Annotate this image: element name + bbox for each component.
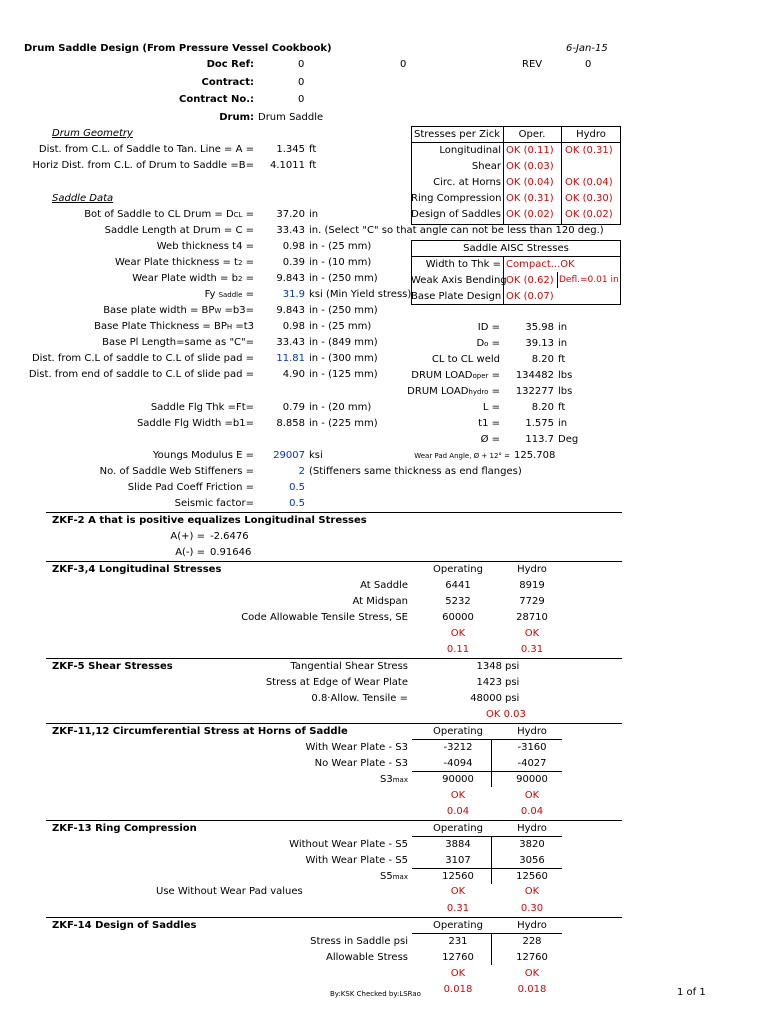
- zkf14-ratio-hydro: 0.018: [517, 984, 547, 995]
- zkf34-row-hydro: 7729: [519, 596, 545, 607]
- page-number: 1 of 1: [677, 987, 706, 998]
- saddle-data-heading: Saddle Data: [52, 193, 114, 204]
- saddle-row-unit: in - (125 mm): [309, 369, 378, 380]
- zkf1112-col-hydro: Hydro: [517, 726, 547, 737]
- zkf34-row-hydro: 8919: [519, 580, 545, 591]
- id-label: ID =: [477, 322, 500, 333]
- doc-ref-value-2: 0: [400, 59, 407, 70]
- saddle-row-label: Base Pl Length=same as "C"=: [102, 337, 254, 348]
- zkf5-row-unit: psi: [505, 677, 520, 688]
- zkf1112-ok-hydro: OK: [524, 790, 540, 801]
- a-plus-value: -2.6476: [210, 531, 249, 542]
- misc-row-label: Youngs Modulus E =: [152, 450, 254, 461]
- dim-b-label: Horiz Dist. from C.L. of Drum to Saddle =B=: [32, 160, 254, 171]
- zkf13-row-hydro: 3820: [519, 839, 545, 850]
- zick-row-label: Longitudinal: [439, 145, 501, 156]
- saddle-row-unit: ksi (Min Yield stress): [309, 289, 412, 300]
- contract-value: 0: [298, 77, 305, 88]
- misc-row-value: 29007: [273, 450, 305, 461]
- l-label: L =: [482, 402, 500, 413]
- s5max-label: S5max: [380, 871, 408, 882]
- zkf5-row-label: Stress at Edge of Wear Plate: [265, 677, 408, 688]
- saddle-row-value: 4.90: [282, 369, 305, 380]
- zkf14-row-oper: 12760: [442, 952, 474, 963]
- t1-label: t1 =: [478, 418, 500, 429]
- t1-unit: in: [558, 418, 568, 429]
- zkf34-heading: ZKF-3,4 Longitudinal Stresses: [52, 564, 222, 575]
- a-minus-value: 0.91646: [210, 547, 252, 558]
- saddle-row-unit: in - (849 mm): [309, 337, 378, 348]
- saddle-row-value: 0.39: [282, 257, 305, 268]
- misc-row-value: 0.5: [289, 498, 305, 509]
- flange-row-unit: in - (20 mm): [309, 402, 372, 413]
- flange-row-label: Saddle Flg Width =b1=: [136, 418, 254, 429]
- zkf14-row-label: Stress in Saddle psi: [310, 936, 408, 947]
- saddle-row-value: 33.43: [276, 337, 305, 348]
- misc-row-unit: (Stiffeners same thickness as end flanges): [309, 466, 522, 477]
- dim-a-unit: ft: [309, 144, 317, 155]
- zkf34-row-oper: 60000: [442, 612, 474, 623]
- zkf1112-row-hydro: -4027: [517, 758, 547, 769]
- dim-a-label: Dist. from C.L. of Saddle to Tan. Line = A =: [38, 144, 254, 155]
- aisc-row-value: Compact...OK: [506, 259, 575, 270]
- zkf34-row-label: Code Allowable Tensile Stress, SE: [241, 612, 408, 623]
- zkf1112-heading: ZKF-11,12 Circumferential Stress at Horns of Saddle: [52, 726, 348, 737]
- zkf14-row-label: Allowable Stress: [325, 952, 408, 963]
- wear-pad-angle-label: Wear Pad Angle, Ø + 12° =: [414, 452, 510, 460]
- saddle-row-label: Web thickness t4 =: [156, 241, 254, 252]
- do-value: 39.13: [525, 338, 554, 349]
- id-unit: in: [558, 322, 568, 333]
- aisc-row-label: Weak Axis Bending: [411, 275, 507, 286]
- zkf14-ratio-oper: 0.018: [443, 984, 473, 995]
- doc-date: 6-Jan-15: [566, 43, 608, 54]
- s3max-oper: 90000: [442, 774, 474, 785]
- saddle-row-unit: in - (10 mm): [309, 257, 372, 268]
- s3max-hydro: 90000: [516, 774, 548, 785]
- dim-b-value: 4.1011: [270, 160, 305, 171]
- zkf34-row-label: At Midspan: [352, 596, 408, 607]
- phi-label: Ø =: [480, 434, 500, 445]
- saddle-row-value: 0.98: [282, 321, 305, 332]
- zkf1112-ratio-hydro: 0.04: [520, 806, 544, 817]
- aisc-row-label: Base Plate Design: [411, 291, 502, 302]
- drum-load-oper-label: DRUM LOADoper =: [411, 370, 500, 381]
- zkf13-row-label: Without Wear Plate - S5: [289, 839, 408, 850]
- t1-value: 1.575: [525, 418, 554, 429]
- zkf14-row-oper: 231: [448, 936, 468, 947]
- zkf13-col-hydro: Hydro: [517, 823, 547, 834]
- misc-row-unit: ksi: [309, 450, 323, 461]
- s5max-oper: 12560: [442, 871, 474, 882]
- zkf13-ok-oper: OK: [450, 886, 466, 897]
- drum-load-oper-value: 134482: [515, 370, 554, 381]
- saddle-row-value: 9.843: [276, 273, 305, 284]
- cl-weld-label: CL to CL weld: [431, 354, 500, 365]
- aisc-title: Saddle AISC Stresses: [463, 243, 569, 254]
- drum-label: Drum:: [219, 112, 254, 123]
- aisc-row-value-2: Defl.=0.01 in: [559, 275, 619, 285]
- wear-pad-angle-value: 125.708: [514, 450, 556, 461]
- aisc-row-label: Width to Thk =: [425, 259, 501, 270]
- zkf1112-row-label: With Wear Plate - S3: [305, 742, 408, 753]
- zick-header-hydro: Hydro: [576, 129, 606, 140]
- doc-ref-label: Doc Ref:: [206, 59, 254, 70]
- zkf5-row-value: 48000: [470, 693, 502, 704]
- zkf1112-row-hydro: -3160: [517, 742, 547, 753]
- misc-row-label: Seismic factor=: [174, 498, 254, 509]
- zkf1112-row-label: No Wear Plate - S3: [314, 758, 408, 769]
- zkf1112-row-oper: -3212: [443, 742, 473, 753]
- zkf14-row-hydro: 228: [522, 936, 542, 947]
- drum-load-hydro-value: 132277: [515, 386, 554, 397]
- saddle-row-label: Base plate width = BPW =b3=: [103, 305, 254, 316]
- a-minus-label: A(-) =: [175, 547, 205, 558]
- footer-signoff: By:KSK Checked by:LSRao: [330, 990, 421, 998]
- flange-row-label: Saddle Flg Thk =Ft=: [150, 402, 254, 413]
- misc-row-label: Slide Pad Coeff Friction =: [127, 482, 254, 493]
- saddle-row-unit: in - (25 mm): [309, 241, 372, 252]
- zick-row-hydro: OK (0.04): [565, 177, 613, 188]
- saddle-row-value: 0.98: [282, 241, 305, 252]
- zkf14-heading: ZKF-14 Design of Saddles: [52, 920, 197, 931]
- contract-no-label: Contract No.:: [178, 94, 254, 105]
- zick-row-oper: OK (0.11): [506, 145, 554, 156]
- zick-row-oper: OK (0.04): [506, 177, 554, 188]
- zkf34-ok-oper: OK: [450, 628, 466, 639]
- do-label: Do =: [476, 338, 500, 349]
- zkf14-col-hydro: Hydro: [517, 920, 547, 931]
- l-unit: ft: [558, 402, 566, 413]
- saddle-row-label: Saddle Length at Drum = C =: [104, 225, 254, 236]
- zkf13-col-oper: Operating: [433, 823, 483, 834]
- zkf13-row-label: With Wear Plate - S5: [305, 855, 408, 866]
- saddle-row-value: 37.20: [276, 209, 305, 220]
- zkf13-ok-hydro: OK: [524, 886, 540, 897]
- page-title: Drum Saddle Design (From Pressure Vessel Cookbook): [24, 43, 332, 54]
- saddle-row-unit: in - (300 mm): [309, 353, 378, 364]
- misc-row-label: No. of Saddle Web Stiffeners =: [99, 466, 254, 477]
- zkf34-col-hydro: Hydro: [517, 564, 547, 575]
- saddle-row-label: Dist. from C.L of saddle to C.L of slide pad =: [31, 353, 254, 364]
- saddle-row-unit: in. (Select "C" so that angle can not be less than 120 deg.): [309, 225, 604, 236]
- zkf34-ratio-hydro: 0.31: [520, 644, 544, 655]
- cl-weld-value: 8.20: [531, 354, 554, 365]
- doc-ref-value: 0: [298, 59, 305, 70]
- cl-weld-unit: ft: [558, 354, 566, 365]
- zkf5-row-label: 0.8·Allow. Tensile =: [311, 693, 408, 704]
- zick-row-oper: OK (0.03): [506, 161, 554, 172]
- s5max-hydro: 12560: [516, 871, 548, 882]
- saddle-row-unit: in - (250 mm): [309, 273, 378, 284]
- drum-geometry-heading: Drum Geometry: [52, 128, 133, 139]
- zkf34-col-oper: Operating: [433, 564, 483, 575]
- saddle-row-unit: in - (250 mm): [309, 305, 378, 316]
- l-value: 8.20: [531, 402, 554, 413]
- drum-load-hydro-unit: lbs: [558, 386, 573, 397]
- zkf13-note: Use Without Wear Pad values: [156, 886, 303, 897]
- flange-row-value: 8.858: [276, 418, 305, 429]
- saddle-row-value: 11.81: [276, 353, 305, 364]
- zick-row-label: Ring Compression: [411, 193, 502, 204]
- id-value: 35.98: [525, 322, 554, 333]
- dim-b-unit: ft: [309, 160, 317, 171]
- zkf14-col-oper: Operating: [433, 920, 483, 931]
- saddle-row-label: Fy Saddle =: [204, 289, 254, 300]
- saddle-row-value: 9.843: [276, 305, 305, 316]
- phi-unit: Deg: [558, 434, 579, 445]
- saddle-row-label: Bot of Saddle to CL Drum = DCL =: [84, 209, 254, 220]
- rev-value: 0: [585, 59, 592, 70]
- zkf34-row-label: At Saddle: [360, 580, 408, 591]
- zick-row-hydro: OK (0.31): [565, 145, 613, 156]
- zkf34-row-oper: 6441: [445, 580, 471, 591]
- dim-a-value: 1.345: [276, 144, 305, 155]
- zkf34-ok-hydro: OK: [524, 628, 540, 639]
- zick-row-label: Design of Saddles: [411, 209, 501, 220]
- flange-row-value: 0.79: [282, 402, 305, 413]
- zkf14-row-hydro: 12760: [516, 952, 548, 963]
- contract-label: Contract:: [201, 77, 254, 88]
- zkf34-ratio-oper: 0.11: [446, 644, 470, 655]
- saddle-row-value: 33.43: [276, 225, 305, 236]
- saddle-row-label: Dist. from end of saddle to C.L of slide pad =: [28, 369, 254, 380]
- zick-row-hydro: OK (0.30): [565, 193, 613, 204]
- zkf1112-row-oper: -4094: [443, 758, 473, 769]
- zick-row-label: Circ. at Horns: [433, 177, 501, 188]
- s3max-label: S3max: [380, 774, 408, 785]
- zick-row-hydro: OK (0.02): [565, 209, 613, 220]
- zick-row-label: Shear: [471, 161, 501, 172]
- aisc-row-value: OK (0.07): [506, 291, 554, 302]
- saddle-row-unit: in - (25 mm): [309, 321, 372, 332]
- drum-value: Drum Saddle: [258, 112, 324, 123]
- zkf1112-col-oper: Operating: [433, 726, 483, 737]
- zkf1112-ok-oper: OK: [450, 790, 466, 801]
- aisc-row-value: OK (0.62): [506, 275, 554, 286]
- zkf13-ratio-hydro: 0.30: [520, 903, 544, 914]
- zkf2-heading: ZKF-2 A that is positive equalizes Longitudinal Stresses: [52, 515, 367, 526]
- saddle-row-unit: in: [309, 209, 319, 220]
- zkf1112-ratio-oper: 0.04: [446, 806, 470, 817]
- misc-row-value: 2: [298, 466, 305, 477]
- zkf5-row-value: 1348: [476, 661, 502, 672]
- zkf14-ok-oper: OK: [450, 968, 466, 979]
- zkf34-row-hydro: 28710: [516, 612, 548, 623]
- zkf13-row-hydro: 3056: [519, 855, 545, 866]
- saddle-row-label: Base Plate Thickness = BPH =t3: [94, 321, 254, 332]
- zkf13-ratio-oper: 0.31: [446, 903, 470, 914]
- saddle-row-label: Wear Plate width = b2 =: [132, 273, 254, 284]
- saddle-row-value: 31.9: [282, 289, 305, 300]
- zkf13-row-oper: 3884: [445, 839, 471, 850]
- zkf34-row-oper: 5232: [445, 596, 471, 607]
- phi-value: 113.7: [525, 434, 554, 445]
- a-plus-label: A(+) =: [170, 531, 205, 542]
- zick-header-label: Stresses per Zick: [414, 129, 500, 140]
- zkf13-heading: ZKF-13 Ring Compression: [52, 823, 197, 834]
- do-unit: in: [558, 338, 568, 349]
- zkf5-ok: OK 0.03: [486, 709, 526, 720]
- zick-header-oper: Oper.: [518, 129, 546, 140]
- drum-load-oper-unit: lbs: [558, 370, 573, 381]
- zkf5-heading: ZKF-5 Shear Stresses: [52, 661, 173, 672]
- misc-row-value: 0.5: [289, 482, 305, 493]
- zkf14-ok-hydro: OK: [524, 968, 540, 979]
- zkf5-row-unit: psi: [505, 661, 520, 672]
- zkf5-row-unit: psi: [505, 693, 520, 704]
- zkf5-row-label: Tangential Shear Stress: [290, 661, 408, 672]
- flange-row-unit: in - (225 mm): [309, 418, 378, 429]
- zkf5-row-value: 1423: [476, 677, 502, 688]
- drum-load-hydro-label: DRUM LOADhydro =: [407, 386, 500, 397]
- zick-row-oper: OK (0.02): [506, 209, 554, 220]
- zkf13-row-oper: 3107: [445, 855, 471, 866]
- saddle-row-label: Wear Plate thickness = t2 =: [115, 257, 254, 268]
- zick-row-oper: OK (0.31): [506, 193, 554, 204]
- rev-label: REV: [522, 59, 543, 70]
- contract-no-value: 0: [298, 94, 305, 105]
